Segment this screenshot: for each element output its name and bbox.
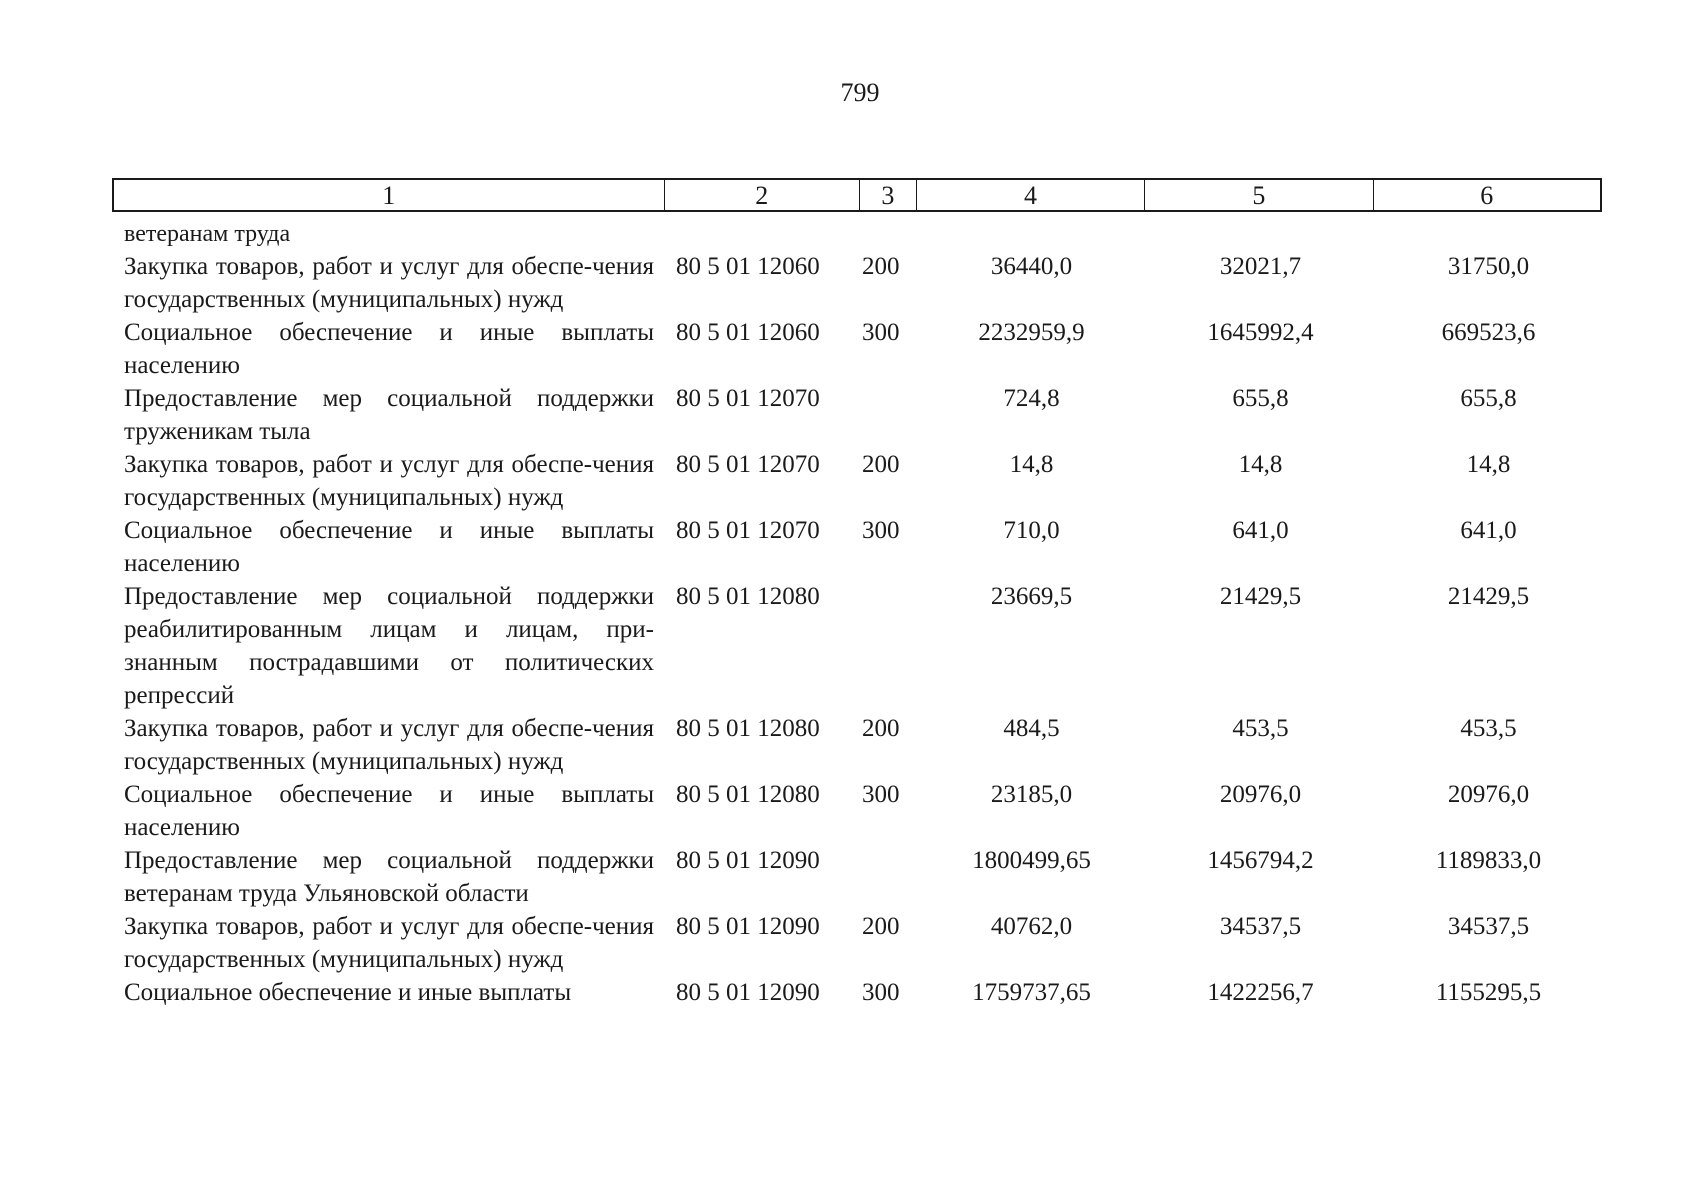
row-code-cell: 80 5 01 12080	[676, 583, 820, 610]
row-value-col-6: 669523,6	[1441, 319, 1536, 346]
row-value-col-6: 453,5	[1460, 715, 1517, 742]
header-col-3: 3	[860, 180, 917, 210]
table-row	[112, 382, 1602, 448]
table-header	[112, 178, 1602, 212]
row-value-col-5: 1422256,7	[1207, 979, 1314, 1006]
row-name-cell: Социальное обеспечение и иные выплаты	[124, 979, 572, 1006]
row-code-cell: 80 5 01 12090	[676, 979, 820, 1006]
row-value-col-6: 1155295,5	[1435, 979, 1542, 1006]
row-type-cell	[860, 580, 917, 712]
row-type-cell: 200	[862, 715, 900, 742]
row-value-col-5: 14,8	[1238, 451, 1283, 478]
header-col-2: 2	[665, 180, 860, 210]
row-type-cell: 200	[862, 913, 900, 940]
row-name-cell: Закупка товаров, работ и услуг для обеспе-чения государственных (муниципальных) нужд	[124, 715, 654, 775]
table-row	[112, 778, 1602, 844]
row-type-cell: 300	[862, 781, 900, 808]
table-row	[112, 514, 1602, 580]
row-value-col-6: 31750,0	[1447, 253, 1530, 280]
row-name-cell: Закупка товаров, работ и услуг для обеспе-чения государственных (муниципальных) нужд	[124, 253, 654, 313]
table-row	[112, 910, 1602, 976]
row-value-col-6: 641,0	[1460, 517, 1517, 544]
row-value-col-5: 655,8	[1232, 385, 1289, 412]
table-row	[112, 250, 1602, 316]
row-value-col-4: 14,8	[1009, 451, 1054, 478]
row-name-cell: Закупка товаров, работ и услуг для обеспе-чения государственных (муниципальных) нужд	[124, 913, 654, 973]
row-code-cell: 80 5 01 12060	[676, 319, 820, 346]
row-code-cell: 80 5 01 12070	[676, 385, 820, 412]
row-code-cell: 80 5 01 12070	[676, 451, 820, 478]
row-value-col-4: 23669,5	[990, 583, 1073, 610]
row-name-cell: Закупка товаров, работ и услуг для обеспе-чения государственных (муниципальных) нужд	[124, 451, 654, 511]
row-value-col-4: 1800499,65	[972, 847, 1091, 874]
table-row	[112, 844, 1602, 910]
row-value-col-4: 710,0	[1003, 517, 1060, 544]
row-type-cell: 200	[862, 253, 900, 280]
row-code-cell: 80 5 01 12090	[676, 913, 820, 940]
table-row	[112, 976, 1602, 1009]
row-value-col-6: 21429,5	[1447, 583, 1530, 610]
row-value-col-6: 14,8	[1466, 451, 1511, 478]
row-type-cell	[860, 844, 917, 910]
row-value-col-5: 21429,5	[1219, 583, 1302, 610]
row-value-col-4: 40762,0	[990, 913, 1073, 940]
row-value-col-5: 453,5	[1232, 715, 1289, 742]
row-value-col-4: 36440,0	[990, 253, 1073, 280]
page-number: 799	[840, 78, 880, 107]
row-code-cell: 80 5 01 12090	[676, 847, 820, 874]
row-value-col-6: 20976,0	[1447, 781, 1530, 808]
row-value-col-6: 34537,5	[1447, 913, 1530, 940]
row-code-cell: 80 5 01 12080	[676, 781, 820, 808]
row-type-cell: 300	[862, 319, 900, 346]
header-col-4: 4	[917, 180, 1145, 210]
row-code-cell: 80 5 01 12080	[676, 715, 820, 742]
row-value-col-5: 641,0	[1232, 517, 1289, 544]
row-value-col-4: 484,5	[1003, 715, 1060, 742]
row-value-col-4: 2232959,9	[978, 319, 1085, 346]
row-name-cell: Социальное обеспечение и иные выплаты населению	[124, 319, 654, 379]
table-row	[112, 580, 1602, 712]
row-value-col-5: 34537,5	[1219, 913, 1302, 940]
row-code-cell: 80 5 01 12060	[676, 253, 820, 280]
header-col-6: 6	[1480, 181, 1494, 210]
row-code-cell: 80 5 01 12070	[676, 517, 820, 544]
table-row	[112, 712, 1602, 778]
row-value-col-4: 1759737,65	[972, 979, 1091, 1006]
row-value-col-4: 724,8	[1003, 385, 1060, 412]
header-col-5: 5	[1145, 180, 1373, 210]
row-type-cell: 200	[862, 451, 900, 478]
row-value-col-6: 1189833,0	[1435, 847, 1542, 874]
table-body	[112, 218, 1602, 1009]
row-value-col-4: 23185,0	[990, 781, 1073, 808]
row-value-col-6: 655,8	[1460, 385, 1517, 412]
row-name-cell: Социальное обеспечение и иные выплаты населению	[124, 781, 654, 841]
row-type-cell	[860, 382, 917, 448]
row-name-cell: Предоставление мер социальной поддержки труженикам тыла	[124, 385, 654, 445]
header-col-1: 1	[114, 180, 665, 210]
table-row	[112, 448, 1602, 514]
row-name-cell: Социальное обеспечение и иные выплаты населению	[124, 517, 654, 577]
row-value-col-5: 1456794,2	[1207, 847, 1314, 874]
row-type-cell: 300	[862, 517, 900, 544]
table-row	[112, 316, 1602, 382]
row-value-col-5: 32021,7	[1219, 253, 1302, 280]
continuation-text: ветеранам труда	[124, 221, 291, 247]
row-name-cell: Предоставление мер социальной поддержки ветеранам труда Ульяновской области	[124, 847, 654, 907]
row-value-col-5: 20976,0	[1219, 781, 1302, 808]
row-value-col-5: 1645992,4	[1207, 319, 1314, 346]
row-name-cell: Предоставление мер социальной поддержки реабилитированным лицам и лицам, при-знанным пострадавшими от политических репрессий	[124, 583, 654, 709]
row-type-cell: 300	[862, 979, 900, 1006]
